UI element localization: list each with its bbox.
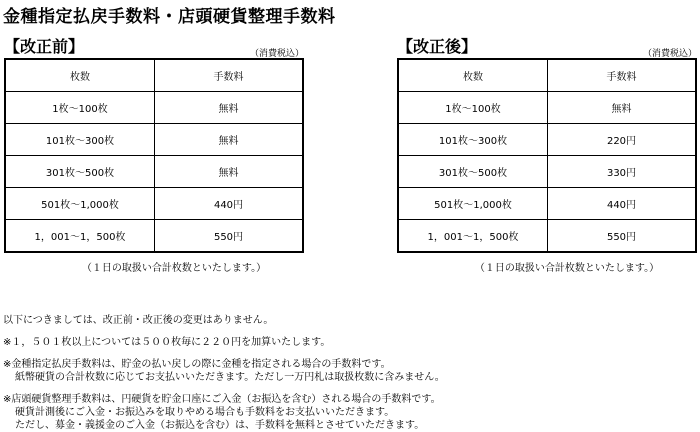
notes-block [3, 314, 697, 432]
table-row [398, 188, 696, 220]
fee-header: 手数料 [548, 59, 697, 92]
fee-cell: 550円 [155, 220, 304, 253]
after-footnote: （１日の取扱い合計枚数といたします。） [474, 263, 660, 274]
before-footnote: （１日の取扱い合計枚数といたします。） [81, 263, 267, 274]
tax-note: （消費税込） [642, 49, 697, 59]
count-cell: 501枚～1,000枚 [398, 188, 548, 220]
after-fee-table [397, 58, 697, 253]
table-header-row [5, 59, 303, 92]
table-row [5, 124, 303, 156]
fee-cell: 220円 [548, 124, 697, 156]
note-no-change: 以下につきましては、改正前・改正後の変更はありません。 [3, 315, 274, 326]
fee-header: 手数料 [155, 59, 304, 92]
tax-note: （消費税込） [249, 49, 304, 59]
before-label: 【改正前】 [4, 37, 85, 56]
table-row [5, 188, 303, 220]
page-title: 金種指定払戻手数料・店頭硬貨整理手数料 [3, 7, 336, 27]
fee-cell: 330円 [548, 156, 697, 188]
count-cell: 101枚～300枚 [398, 124, 548, 156]
table-row [5, 92, 303, 124]
fee-cell: 無料 [155, 92, 304, 124]
before-fee-table [4, 58, 304, 253]
count-cell: 101枚～300枚 [5, 124, 155, 156]
fee-cell: 無料 [155, 124, 304, 156]
table-row [398, 156, 696, 188]
count-header: 枚数 [398, 59, 548, 92]
table-row [5, 220, 303, 253]
count-cell: 501枚～1,000枚 [5, 188, 155, 220]
after-section [397, 34, 697, 274]
fee-cell: 無料 [155, 156, 304, 188]
count-cell: 1，001～1，500枚 [5, 220, 155, 253]
count-cell: 1枚～100枚 [398, 92, 548, 124]
note-denomination-fee-detail: 紙幣硬貨の合計枚数に応じてお支払いいただきます。ただし一万円札は取扱枚数に含みません。 [15, 372, 445, 383]
count-cell: 1，001～1，500枚 [398, 220, 548, 253]
table-row [398, 124, 696, 156]
count-cell: 301枚～500枚 [5, 156, 155, 188]
count-cell: 1枚～100枚 [5, 92, 155, 124]
after-label: 【改正後】 [397, 37, 478, 56]
table-header-row [398, 59, 696, 92]
note-coin-fee-detail: 硬貨計測後にご入金・お振込みを取りやめる場合も手数料をお支払いいただきます。 [15, 407, 395, 418]
fee-cell: 440円 [155, 188, 304, 220]
count-header: 枚数 [5, 59, 155, 92]
note-denomination-fee: ※金種指定払戻手数料は、貯金の払い戻しの際に金種を指定される場合の手数料です。 [3, 359, 391, 370]
count-cell: 301枚～500枚 [398, 156, 548, 188]
table-row [5, 156, 303, 188]
before-section [4, 34, 304, 274]
fee-cell: 550円 [548, 220, 697, 253]
before-section-header [4, 34, 304, 58]
note-coin-fee: ※店頭硬貨整理手数料は、円硬貨を貯金口座にご入金（お振込を含む）される場合の手数料です。 [3, 394, 441, 405]
table-row [398, 220, 696, 253]
fee-cell: 440円 [548, 188, 697, 220]
after-section-header [397, 34, 697, 58]
note-coin-fee-exception: ただし、募金・義援金のご入金（お振込を含む）は、手数料を無料とさせていただきます。 [15, 420, 425, 431]
note-over-1501: ※１，５０１枚以上については５００枚毎に２２０円を加算いたします。 [3, 337, 331, 348]
fee-cell: 無料 [548, 92, 697, 124]
table-row [398, 92, 696, 124]
